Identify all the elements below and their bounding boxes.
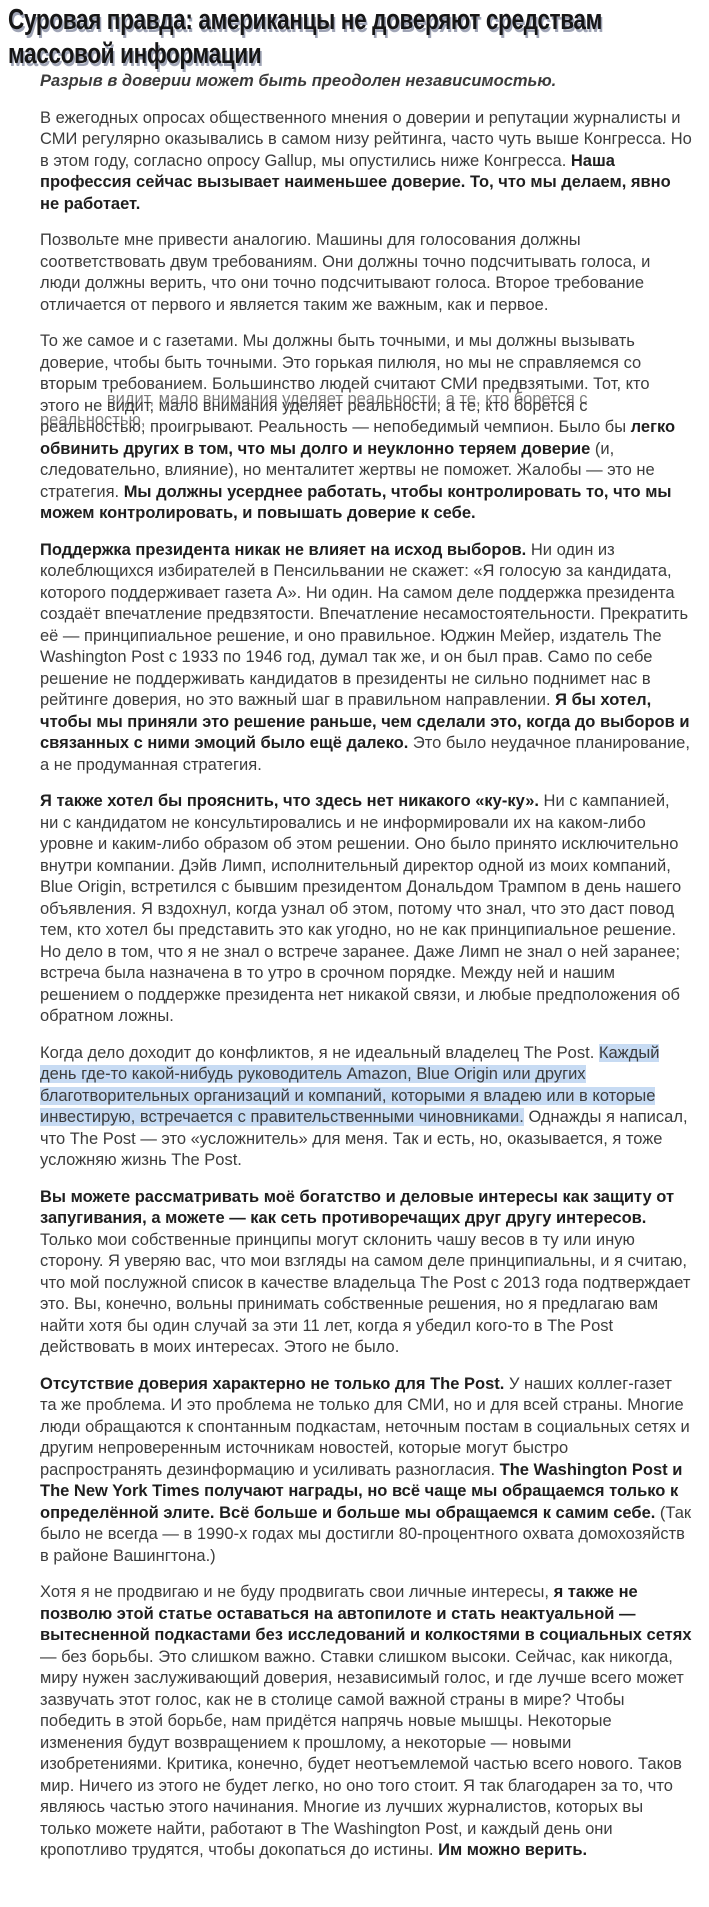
text-run: Это было неудачное планирование, а не продуманная стратегия.: [40, 734, 690, 774]
text-run: Ни с кампанией, ни с кандидатом не консультировались и не информировали их на каком-либо уровне и каким-либо образом об этом решении. Оно было принято исключительно внутри компании. Дэйв Лимп, исполнительный директор одной из моих компаний, Blue Origin, встретился с бывшим президентом Дональдом Трампом в день нашего объявления. Я вздохнул, когда узнал об этом, потому что знал, что это даст повод тем, кто хотел бы представить это как угодно, но не как принципиальное решение. Но дело в том, что я не знал о встрече заранее. Даже Лимп не знал о ней заранее; встреча была назначена в то утро в срочном порядке. Между ней и нашим решением о поддержке президента нет никакой связи, и любые предположения об обратном ложны.: [40, 792, 682, 1026]
text-run: У наших коллег-газет та же проблема. И это проблема не только для СМИ, но и для всей страны. Многие люди обращаются к спонтанным подкастам, неточным постам в социальных сетях и другим непроверенным источникам новостей, которые могут быстро распространять дезинформацию и усиливать разногласия.: [40, 1374, 690, 1479]
text-run: Поддержка президента никак не влияет на исход выборов.: [40, 540, 527, 559]
text-run: проигрывают. Реальность — непобедимый чемпион. Было бы: [145, 418, 631, 437]
text-run: Когда дело доходит до конфликтов, я не идеальный владелец The Post.: [40, 1043, 599, 1062]
paragraph: [40, 791, 692, 1028]
text-run: я также не позволю этой статье оставаться на автопилоте и стать неактуальной — вытесненной подкастами без исследований и колкостями в социальных сетях: [40, 1583, 692, 1645]
paragraph: [40, 1187, 692, 1359]
text-run: Наша профессия сейчас вызывает наименьшее доверие. То, что мы делаем, явно не работает.: [40, 151, 671, 213]
text-run: — без борьбы. Это слишком важно. Ставки слишком высоки. Сейчас, как никогда, миру нужен заслуживающий доверия, независимый голос, и где лучше всего может зазвучать этот голос, как не в столице самой важной страны в мире? Чтобы победить в этой борьбе, нам придётся напрячь новые мышцы. Некоторые изменения будут возвращением к прошлому, а некоторые — новыми изобретениями. Критика, конечно, будет неотъемлемой частью всего нового. Таков мир. Ничего из этого не будет легко, но оно того стоит. Я так благодарен за то, что являюсь частью этого начинания. Многие из лучших журналистов, которых вы только можете найти, работают в The Washington Post, и каждый день они кропотливо трудятся, чтобы докопаться до истины.: [40, 1647, 684, 1860]
text-run: (Так было не всегда — в 1990-х годах мы достигли 80-процентного охвата домохозяйств в районе Вашингтона.): [40, 1503, 692, 1565]
text-run: В ежегодных опросах общественного мнения о доверии и репутации журналисты и СМИ регулярно оказывались в самом низу рейтинга, часто чуть выше Конгресса. Но в этом году, согласно опросу Gallup, мы опустились ниже Конгресса.: [40, 108, 692, 170]
text-run: Отсутствие доверия характерно не только для The Post.: [40, 1374, 505, 1393]
paragraph: [40, 1374, 692, 1568]
text-run: The Washington Post и The New York Times получают награды, но всё чаще мы обращаемся только к определённой элите. Всё больше и больше мы обращаемся к самим себе.: [40, 1460, 683, 1522]
paragraph: [40, 1043, 692, 1172]
text-run: Вы можете рассматривать моё богатство и деловые интересы как защиту от запугивания, а можете — как сеть противоречащих друг другу интересов.: [40, 1187, 675, 1228]
article-subtitle: Разрыв в доверии может быть преодолен независимостью.: [40, 72, 557, 91]
paragraph: [40, 230, 692, 316]
text-run: Только мои собственные принципы могут склонить чашу весов в ту или иную сторону. Я уверяю вас, что мои взгляды на самом деле принципиальны, и я считаю, что мой послужной список в качестве владельца The Post с 2013 года подтверждает это. Вы, конечно, вольны принимать собственные решения, но я предлагаю вам найти хотя бы один случай за эти 11 лет, когда я убедил кого-то в The Post действовать в моих интересах. Этого не было.: [40, 1230, 691, 1357]
text-run: То же самое и с газетами. Мы должны быть точными, и мы должны вызывать доверие, чтобы быть точными. Это горькая пилюля, но мы не справляемся со вторым требованием. Большинство людей считают СМИ предвзятыми. Тот, кто этого не: [40, 332, 650, 415]
text-run: Хотя я не продвигаю и не буду продвигать свои личные интересы,: [40, 1583, 554, 1602]
article: [0, 71, 709, 1907]
highlighted-text: Каждый день где-то какой-нибудь руководитель Amazon, Blue Origin или других благотворительных организаций и компаний, которыми я владею или в которые инвестирую, встречается с правительственными чиновниками.: [40, 1043, 660, 1127]
paragraph: [40, 108, 692, 216]
page-title: Суровая правда: американцы не доверяют средствам массовой информации: [8, 4, 602, 70]
text-run: Мы должны усерднее работать, чтобы контролировать то, что мы можем контролировать, и повышать доверие к себе.: [40, 482, 672, 523]
paragraph: [40, 540, 692, 777]
text-run: (и, следовательно, влияние), но менталитет жертвы не поможет. Жалобы — это не стратегия.: [40, 439, 655, 501]
article-body: [40, 108, 692, 1862]
text-run: видит, мало внимания уделяет реальности, а те, кто борется с реальностью,: [40, 396, 588, 437]
text-run: Позвольте мне привести аналогию. Машины для голосования должны соответствовать двум требованиям. Они должны точно подсчитывать голоса, и люди должны верить, что они точно подсчитывают голоса. Второе требование отличается от первого и является таким же важным, как и первое.: [40, 231, 651, 314]
text-run: Им можно верить.: [438, 1841, 588, 1860]
text-run: Однажды я написал, что The Post — это «усложнитель» для меня. Так и есть, но, оказывается, я тоже усложняю жизнь The Post.: [40, 1108, 688, 1170]
text-run: легко обвинить других в том, что мы долго и неуклонно теряем доверие: [40, 418, 676, 458]
paragraph: [40, 1582, 692, 1862]
text-run: Я бы хотел, чтобы мы приняли это решение раньше, чем сделали это, когда до выборов и связанных с ними эмоций было ещё далеко.: [40, 691, 690, 753]
text-run: Я также хотел бы прояснить, что здесь нет никакого «ку-ку».: [40, 792, 539, 811]
text-run: Ни один из колеблющихся избирателей в Пенсильвании не скажет: «Я голосую за кандидата, которого поддерживает газета А». Ни один. На самом деле поддержка президента создаёт впечатление предвзятости. Впечатление несамостоятельности. Прекратить её — принципиальное решение, и оно правильное. Юджин Мейер, издатель The Washington Post с 1933 по 1946 год, думал так же, и он был прав. Само по себе решение не поддерживать кандидатов в президенты не сильно поднимет нас в рейтинге доверия, но это важный шаг в правильном направлении.: [40, 540, 689, 710]
paragraph: [40, 331, 692, 525]
